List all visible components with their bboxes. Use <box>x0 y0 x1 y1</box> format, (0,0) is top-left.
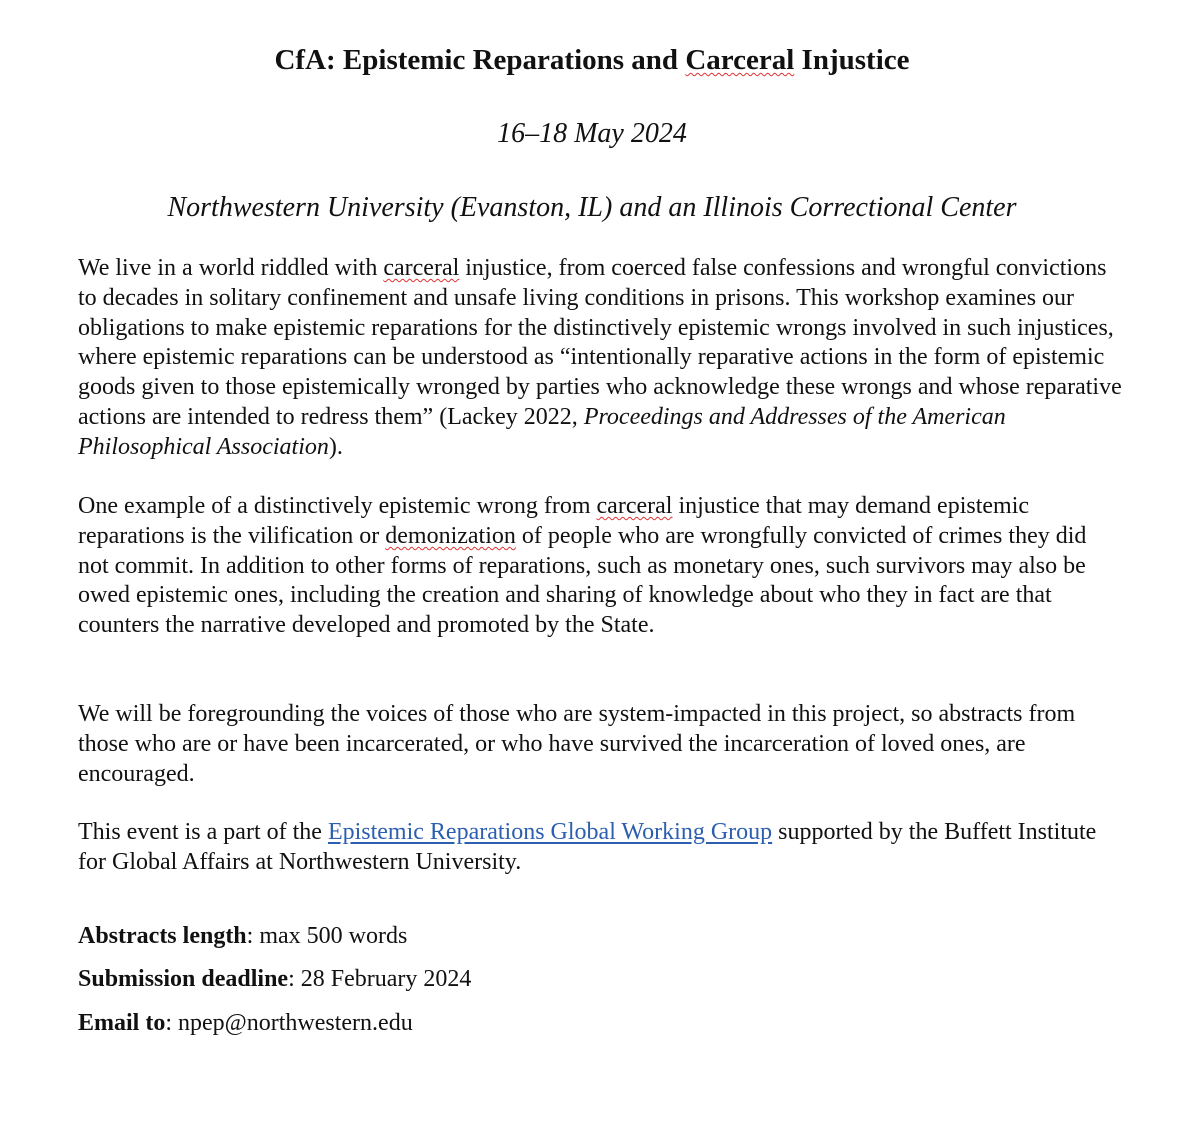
paragraph-text: This event is a part of the <box>78 819 328 845</box>
paragraph-text: of people who are wrongfully convicted of crimes they did not commit. In addition to other forms of reparations, such as monetary ones, such survivors may also be owed epistemic ones, including the creation and sharing of knowledge about who they in fact are that counters the narrative developed and promoted by the State. <box>78 522 1087 639</box>
detail-value: : max 500 words <box>246 923 408 949</box>
spellcheck-flagged-word: Carceral <box>685 44 795 76</box>
paragraph-intro <box>78 254 1123 463</box>
spellcheck-flagged-word: carceral <box>596 493 673 519</box>
paragraph-text: injustice that may demand epistemic reparations is the vilification or <box>78 493 1030 549</box>
spellcheck-flagged-word: carceral <box>383 255 460 281</box>
title-text-pre: CfA: Epistemic Reparations and <box>274 44 686 76</box>
paragraph-text: supported by the Buffett Institute for Global Affairs at Northwestern University. <box>78 819 1097 875</box>
paragraph-text: ). <box>328 433 343 460</box>
title-text-post: Injustice <box>794 44 910 76</box>
spellcheck-flagged-word: demonization <box>385 522 516 549</box>
abstracts-length-line <box>78 921 1078 951</box>
submission-deadline-line <box>78 964 1078 994</box>
citation-title: Proceedings and Addresses of the American Philosophical Association <box>78 403 1006 460</box>
email-line <box>78 1008 1078 1038</box>
paragraph-text: injustice, from coerced false confessions and wrongful convictions to decades in solitary confinement and unsafe living conditions in prisons. This workshop examines our obligations to make epistemic reparations for the distinctively epistemic wrongs involved in such injustices, where epistemic reparations can be understood as “intentionally reparative actions in the form of epistemic goods given to those epistemically wronged by parties who acknowledge these wrongs and whose reparative actions are intended to redress them” (Lackey 2022, <box>78 255 1122 430</box>
paragraph-affiliation <box>78 818 1123 878</box>
detail-label: Submission deadline <box>78 966 289 992</box>
page-title <box>0 42 1184 78</box>
detail-label: Abstracts length <box>78 923 247 949</box>
detail-value: : 28 February 2024 <box>288 966 472 992</box>
paragraph-text: One example of a distinctively epistemic wrong from <box>78 493 597 519</box>
detail-value: : npep@northwestern.edu <box>165 1010 413 1036</box>
paragraph-voices: We will be foregrounding the voices of those who are system-impacted in this project, so abstracts from those who are or have been incarcerated, or who have survived the incarceration of loved ones, are encouraged. <box>78 701 1076 787</box>
event-location: Northwestern University (Evanston, IL) and an Illinois Correctional Center <box>167 192 1017 223</box>
paragraph-example <box>78 492 1123 641</box>
working-group-link[interactable]: Epistemic Reparations Global Working Group <box>327 819 773 845</box>
event-date: 16–18 May 2024 <box>497 118 687 149</box>
paragraph-text: We live in a world riddled with <box>78 255 384 281</box>
detail-label: Email to <box>78 1010 166 1036</box>
